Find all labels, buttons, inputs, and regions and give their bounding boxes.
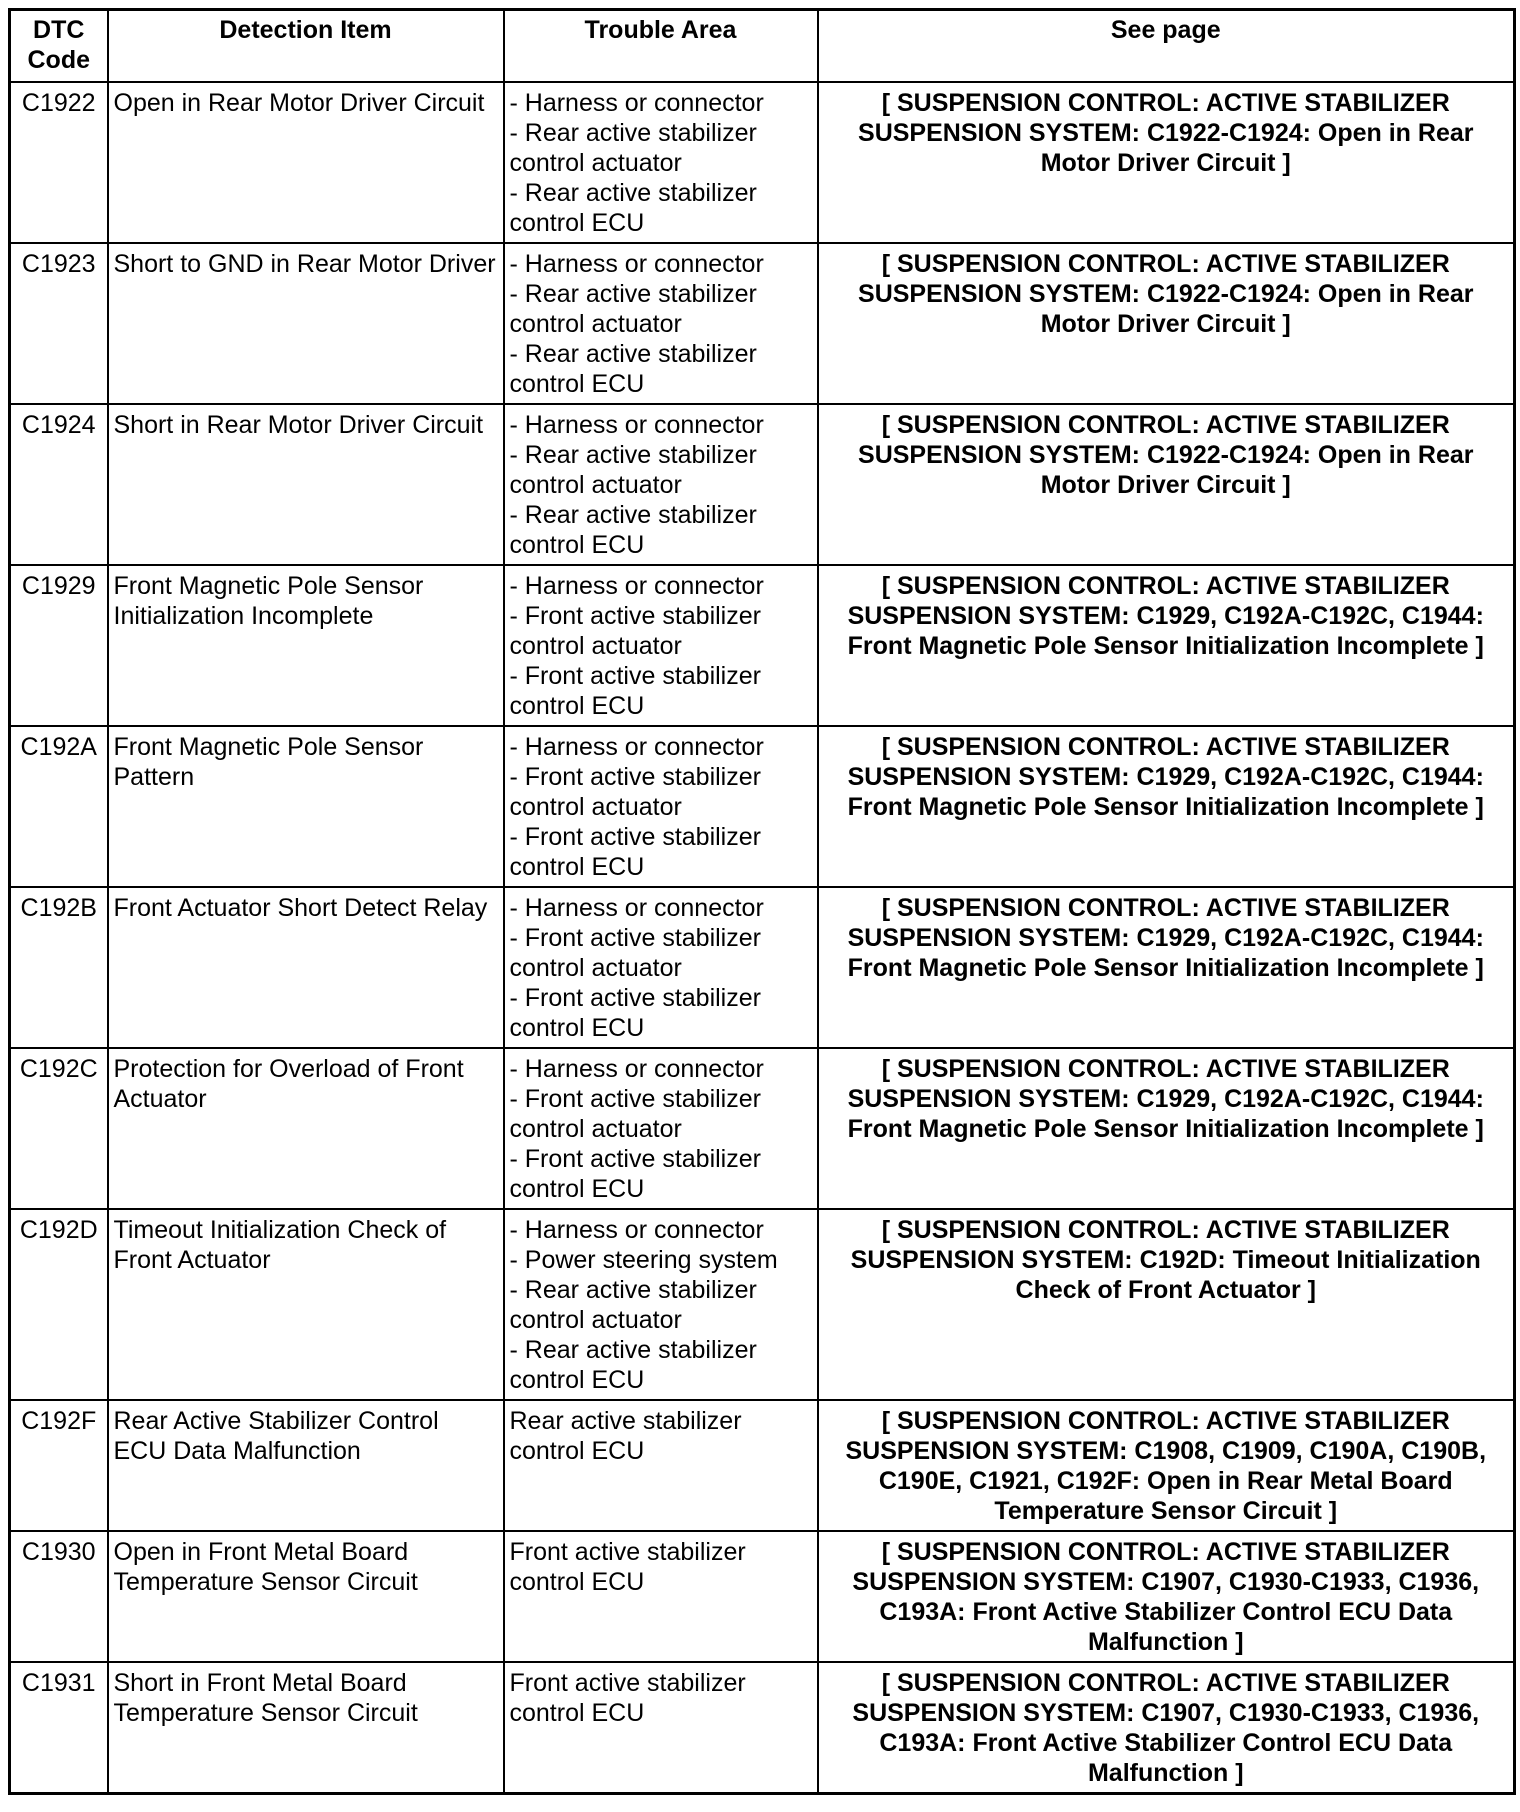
trouble-area bbox=[504, 565, 818, 726]
dtc-code: C1931 bbox=[10, 1662, 108, 1794]
trouble-area-item: - Rear active stabilizer control actuator bbox=[509, 280, 757, 338]
trouble-area-item: - Front active stabilizer control actuator bbox=[509, 763, 761, 821]
detection-item: Front Magnetic Pole Sensor Initialization Incomplete bbox=[108, 565, 504, 726]
detection-item: Short in Front Metal Board Temperature Sensor Circuit bbox=[108, 1662, 504, 1794]
table-header bbox=[10, 10, 1515, 83]
table-row bbox=[10, 82, 1515, 243]
header-detection-item: Detection Item bbox=[108, 10, 504, 83]
trouble-area-item: Front active stabilizer control ECU bbox=[509, 1538, 746, 1596]
detection-item: Rear Active Stabilizer Control ECU Data Malfunction bbox=[108, 1400, 504, 1531]
trouble-area bbox=[504, 1048, 818, 1209]
dtc-code: C192B bbox=[10, 887, 108, 1048]
trouble-area bbox=[504, 1531, 818, 1662]
trouble-area-item: - Harness or connector bbox=[509, 572, 764, 600]
see-page-link[interactable]: [ SUSPENSION CONTROL: ACTIVE STABILIZER SUSPENSION SYSTEM: C1922-C1924: Open in Rear Motor Driver Circuit ] bbox=[818, 243, 1515, 404]
detection-item: Short in Rear Motor Driver Circuit bbox=[108, 404, 504, 565]
trouble-area-item: - Harness or connector bbox=[509, 1216, 764, 1244]
detection-item: Protection for Overload of Front Actuator bbox=[108, 1048, 504, 1209]
table-row bbox=[10, 404, 1515, 565]
table-body bbox=[10, 82, 1515, 1794]
trouble-area bbox=[504, 887, 818, 1048]
trouble-area-item: Front active stabilizer control ECU bbox=[509, 1669, 746, 1727]
table-row bbox=[10, 1531, 1515, 1662]
table-row bbox=[10, 1209, 1515, 1400]
detection-item: Open in Front Metal Board Temperature Sensor Circuit bbox=[108, 1531, 504, 1662]
header-dtc-code bbox=[10, 10, 108, 83]
trouble-area-item: - Harness or connector bbox=[509, 411, 764, 439]
see-page-link[interactable]: [ SUSPENSION CONTROL: ACTIVE STABILIZER SUSPENSION SYSTEM: C1922-C1924: Open in Rear Motor Driver Circuit ] bbox=[818, 404, 1515, 565]
detection-item: Short to GND in Rear Motor Driver bbox=[108, 243, 504, 404]
dtc-code: C192F bbox=[10, 1400, 108, 1531]
header-dtc-code-line2: Code bbox=[27, 46, 90, 74]
dtc-code: C1923 bbox=[10, 243, 108, 404]
table-row bbox=[10, 243, 1515, 404]
trouble-area-item: - Harness or connector bbox=[509, 1055, 764, 1083]
see-page-link[interactable]: [ SUSPENSION CONTROL: ACTIVE STABILIZER SUSPENSION SYSTEM: C1929, C192A-C192C, C1944: Front Magnetic Pole Sensor Initialization Incomplete ] bbox=[818, 726, 1515, 887]
see-page-link[interactable]: [ SUSPENSION CONTROL: ACTIVE STABILIZER SUSPENSION SYSTEM: C1929, C192A-C192C, C1944: Front Magnetic Pole Sensor Initialization Incomplete ] bbox=[818, 565, 1515, 726]
trouble-area-item: - Front active stabilizer control actuator bbox=[509, 602, 761, 660]
trouble-area bbox=[504, 82, 818, 243]
trouble-area-item: - Rear active stabilizer control ECU bbox=[509, 501, 757, 559]
trouble-area bbox=[504, 1662, 818, 1794]
table-row bbox=[10, 726, 1515, 887]
table-row bbox=[10, 1048, 1515, 1209]
trouble-area bbox=[504, 1209, 818, 1400]
table-row bbox=[10, 565, 1515, 726]
trouble-area-item: - Power steering system bbox=[509, 1246, 778, 1274]
dtc-code: C192C bbox=[10, 1048, 108, 1209]
table-row bbox=[10, 1400, 1515, 1531]
dtc-code: C192A bbox=[10, 726, 108, 887]
table-row bbox=[10, 887, 1515, 1048]
dtc-table bbox=[8, 8, 1516, 1795]
header-trouble-area: Trouble Area bbox=[504, 10, 818, 83]
trouble-area bbox=[504, 404, 818, 565]
table-row bbox=[10, 1662, 1515, 1794]
trouble-area-item: - Rear active stabilizer control actuator bbox=[509, 1276, 757, 1334]
header-see-page: See page bbox=[818, 10, 1515, 83]
trouble-area-item: - Front active stabilizer control ECU bbox=[509, 823, 761, 881]
trouble-area-item: - Rear active stabilizer control actuator bbox=[509, 119, 757, 177]
see-page-link[interactable]: [ SUSPENSION CONTROL: ACTIVE STABILIZER SUSPENSION SYSTEM: C192D: Timeout Initialization Check of Front Actuator ] bbox=[818, 1209, 1515, 1400]
dtc-code: C1929 bbox=[10, 565, 108, 726]
trouble-area-item: - Harness or connector bbox=[509, 733, 764, 761]
dtc-code: C1924 bbox=[10, 404, 108, 565]
trouble-area-item: - Harness or connector bbox=[509, 89, 764, 117]
trouble-area-item: - Front active stabilizer control actuator bbox=[509, 924, 761, 982]
trouble-area bbox=[504, 1400, 818, 1531]
dtc-code: C1930 bbox=[10, 1531, 108, 1662]
see-page-link[interactable]: [ SUSPENSION CONTROL: ACTIVE STABILIZER SUSPENSION SYSTEM: C1929, C192A-C192C, C1944: Front Magnetic Pole Sensor Initialization Incomplete ] bbox=[818, 887, 1515, 1048]
header-dtc-code-line1: DTC bbox=[33, 16, 85, 44]
dtc-code: C1922 bbox=[10, 82, 108, 243]
trouble-area-item: - Front active stabilizer control actuator bbox=[509, 1085, 761, 1143]
dtc-code: C192D bbox=[10, 1209, 108, 1400]
trouble-area-item: - Rear active stabilizer control ECU bbox=[509, 179, 757, 237]
see-page-link[interactable]: [ SUSPENSION CONTROL: ACTIVE STABILIZER SUSPENSION SYSTEM: C1907, C1930-C1933, C1936, C193A: Front Active Stabilizer Control ECU Data Malfunction ] bbox=[818, 1662, 1515, 1794]
trouble-area-item: Rear active stabilizer control ECU bbox=[509, 1407, 742, 1465]
trouble-area-item: - Front active stabilizer control ECU bbox=[509, 1145, 761, 1203]
detection-item: Open in Rear Motor Driver Circuit bbox=[108, 82, 504, 243]
trouble-area bbox=[504, 243, 818, 404]
trouble-area-item: - Harness or connector bbox=[509, 894, 764, 922]
detection-item: Front Actuator Short Detect Relay bbox=[108, 887, 504, 1048]
trouble-area-item: - Front active stabilizer control ECU bbox=[509, 984, 761, 1042]
trouble-area-item: - Front active stabilizer control ECU bbox=[509, 662, 761, 720]
see-page-link[interactable]: [ SUSPENSION CONTROL: ACTIVE STABILIZER SUSPENSION SYSTEM: C1922-C1924: Open in Rear Motor Driver Circuit ] bbox=[818, 82, 1515, 243]
trouble-area-item: - Rear active stabilizer control ECU bbox=[509, 340, 757, 398]
detection-item: Timeout Initialization Check of Front Actuator bbox=[108, 1209, 504, 1400]
header-row bbox=[10, 10, 1515, 83]
see-page-link[interactable]: [ SUSPENSION CONTROL: ACTIVE STABILIZER SUSPENSION SYSTEM: C1929, C192A-C192C, C1944: Front Magnetic Pole Sensor Initialization Incomplete ] bbox=[818, 1048, 1515, 1209]
trouble-area bbox=[504, 726, 818, 887]
trouble-area-item: - Rear active stabilizer control actuator bbox=[509, 441, 757, 499]
see-page-link[interactable]: [ SUSPENSION CONTROL: ACTIVE STABILIZER SUSPENSION SYSTEM: C1907, C1930-C1933, C1936, C193A: Front Active Stabilizer Control ECU Data Malfunction ] bbox=[818, 1531, 1515, 1662]
see-page-link[interactable]: [ SUSPENSION CONTROL: ACTIVE STABILIZER SUSPENSION SYSTEM: C1908, C1909, C190A, C190B, C190E, C1921, C192F: Open in Rear Metal Board Temperature Sensor Circuit ] bbox=[818, 1400, 1515, 1531]
trouble-area-item: - Harness or connector bbox=[509, 250, 764, 278]
trouble-area-item: - Rear active stabilizer control ECU bbox=[509, 1336, 757, 1394]
detection-item: Front Magnetic Pole Sensor Pattern bbox=[108, 726, 504, 887]
